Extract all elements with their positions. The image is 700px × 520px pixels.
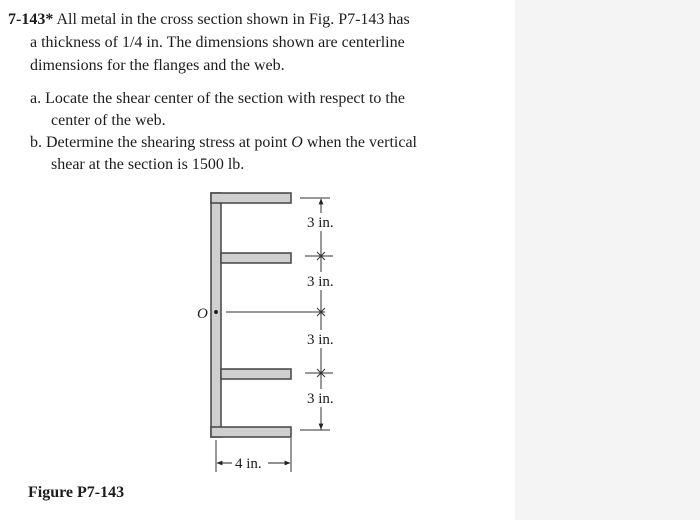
problem-number: 7-143* [8, 11, 54, 28]
blank-margin [515, 0, 700, 520]
dim-label-1: 3 in. [307, 215, 334, 231]
upper-middle-flange [221, 253, 291, 263]
bottom-flange [211, 427, 291, 437]
part-b-marker: b. [30, 134, 42, 151]
part-b-point-label: O [291, 134, 303, 151]
point-o-marker [214, 310, 218, 314]
part-b-line-2: shear at the section is 1500 lb. [51, 156, 245, 173]
part-a-marker: a. [30, 90, 42, 107]
web [211, 193, 221, 437]
part-a-text-1: Locate the shear center of the section with respect to the [45, 90, 405, 107]
statement-line-1: All metal in the cross section shown in Fig. P7-143 has [56, 11, 410, 28]
part-b-text-before: Determine the shearing stress at point [46, 134, 292, 151]
dim-label-2: 3 in. [307, 274, 334, 290]
point-o-label: O [197, 306, 208, 322]
lower-middle-flange [221, 369, 291, 379]
part-a-line-2: center of the web. [51, 112, 166, 129]
top-flange [211, 193, 291, 203]
part-b-text-after: when the vertical [302, 134, 417, 151]
statement-line-3: dimensions for the flanges and the web. [30, 57, 285, 74]
statement-line-2: a thickness of 1/4 in. The dimensions shown are centerline [30, 34, 405, 51]
horizontal-dim-label: 4 in. [235, 456, 262, 472]
dim-label-4: 3 in. [307, 391, 334, 407]
figure-caption: Figure P7-143 [28, 484, 125, 501]
dim-label-3: 3 in. [307, 332, 334, 348]
